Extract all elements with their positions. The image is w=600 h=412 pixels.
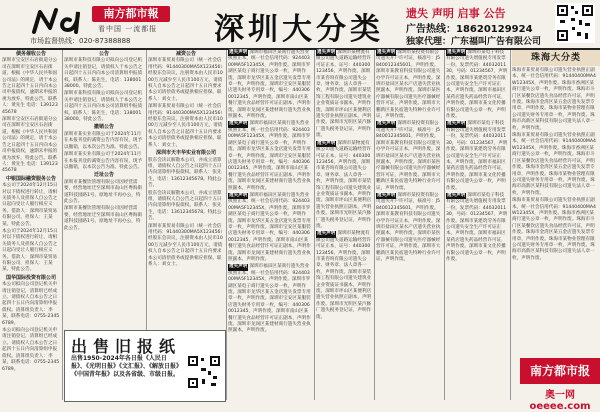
- notice-body: 深圳市某贸易有限公司（统一社会信用代码：91440300MA5X123456）经股东会决议，注册资本由人民币1000万元减少至人民币100万元，请债权人自本公告之日起四十五日内要求本公司清偿债务或提供相应担保。联系人：刘女士。: [148, 104, 223, 148]
- notice-text: 深圳市某电子科技有限公司遗失增值税专用发票一份，发票代码：4403201130，号码：01234567，声明作废。深圳市某建筑劳务有限公司遗失安全生产许可证正本，声明作废。深圳市福田区某药店遗失药品经营许可证，声明作废。深圳市某文化传播有限公司遗失公章一枚，声明作废。: [446, 50, 508, 120]
- notice-body: 深圳市某实业有限公司于2024年11月在本报刊登的减资公告内容有误，现予以撤销，以本次公告为准。特此公告。: [64, 131, 143, 150]
- notice-body: 深圳市某贸易有限公司（统一社会信用代码：91440300MA5X123456）经股东会决议，注册资本由人民币1000万元减少至人民币100万元，请债权人自本公告之日起四十五日内要求本公司清偿债务或提供相应担保。联系人：刘女士。: [148, 223, 223, 267]
- notice-tag: 遗失声明: [229, 264, 248, 270]
- column-divider: [510, 50, 511, 400]
- column-7: [446, 50, 508, 400]
- page-title: 深圳大分类: [214, 12, 384, 47]
- notice-body: [228, 121, 312, 191]
- brand-slogan: 看中国 一流都报: [98, 25, 158, 33]
- notice-title: 撤销公告: [93, 124, 114, 131]
- notice-tag: 遗失声明: [447, 50, 466, 55]
- notice-tag: 遗失声明: [317, 231, 336, 237]
- column-divider: [314, 50, 315, 400]
- notice-text: 深圳市某电子科技有限公司遗失增值税专用发票一份，发票代码：4403201130，号码：01234567，声明作废。深圳市某建筑劳务有限公司遗失安全生产许可证正本，声明作废。深圳市福田区某药店遗失药品经营许可证，声明作废。深圳市某文化传播有限公司遗失公章一枚，声明作废。: [446, 121, 508, 191]
- watermark-site: 奥一网 oeeee.com: [529, 390, 591, 412]
- column-6: [376, 50, 442, 400]
- notice-body: [376, 193, 442, 263]
- notice-text: 深圳市福田区某商行遗失营业执照正本，统一社会信用代码：92440300MA5F12345X，声明作废。深圳市罗湖区某电子商行遗失公章一枚，声明作废。深圳市龙华区某五金店遗失发票专用章一枚，声明作废。深圳市宝安区某服装店遗失财务专用章一枚，编号：4403060012345，声明作废。深圳市南山区某餐厅遗失食品经营许可证正副本，声明作废。深圳市龙岗区某建材商行遗失营业执照副本，声明作废。: [228, 50, 311, 120]
- notice-tag: 遗失声明: [317, 50, 336, 55]
- notice-body: [316, 50, 372, 140]
- notice-title: 减资公告: [175, 51, 196, 57]
- notice-text: 深圳市福田区某商行遗失营业执照正本，统一社会信用代码：92440300MA5F12345X，声明作废。深圳市罗湖区某电子商行遗失公章一枚，声明作废。深圳市龙华区某五金店遗失发票专用章一枚，声明作废。深圳市宝安区某服装店遗失财务专用章一枚，编号：4403060012345，声明作废。深圳市南山区某餐厅遗失食品经营许可证正副本，声明作废。深圳市龙岗区某建材商行遗失营业执照副本，声明作废。: [228, 192, 311, 262]
- notice-body: [316, 231, 372, 321]
- notice-body: [228, 193, 312, 263]
- notice-body: 股东会决议解散本公司，并成立清算组，请债权人自公告之日起四十五日内向清算组申报债权。联系人：张先生，电话：13612345678。特此公告。: [148, 157, 222, 189]
- watermark: [520, 358, 600, 412]
- notice-text: 深圳市某物流有限公司遗失道路运输经营许可证正本，证号：440300123456，声明作废。深圳市某咨询有限公司遗失公章、财务章、法人章各一枚，声明作废。深圳市某装饰工程有限公司遗失建筑业企业资质证书副本，声明作废。深圳市坪山区某便利店遗失营业执照正副本，声明作废。深圳市光明区某汽修厂遗失税务登记证，声明作废。: [316, 231, 372, 320]
- notice-body: 深圳市宝安区石岩街道分公司在深圳市宝安区石岩街道，根据《中华人民共和国公司法》的规定，请于本公告之日起四十五日内向本公司申报债权，逾期未申报的视为放弃。特此公告。联系人：黄先生 电话：13912345678: [2, 117, 58, 174]
- notice-body: 本公司拟向公司登记机关申请注销登记，清算组已经成立。请债权人自本公告之日起四十五日内向清算组申报债权。清算组负责人：李某，联系电话：0755-23456789。: [2, 328, 60, 372]
- category-list: 遗失 声明 启事 公告: [406, 7, 506, 20]
- notice-text: 深圳市福田区某商行遗失营业执照正本，统一社会信用代码：92440300MA5F12345X，声明作废。深圳市罗湖区某电子商行遗失公章一枚，声明作废。深圳市龙华区某五金店遗失发票专用章一枚，声明作废。深圳市宝安区某服装店遗失财务专用章一枚，编号：4403060012345，声明作废。深圳市南山区某餐厅遗失食品经营许可证正副本，声明作废。深圳市龙岗区某建材商行遗失营业执照副本，声明作废。: [228, 121, 311, 191]
- column-1: [2, 50, 60, 400]
- notice-body: 深圳市某餐饮管理有限公司因经营需要，经营地址迁至深圳市南山区粤海街道科技园路1号。原地址不再办公，特此公告。: [64, 179, 143, 204]
- notice-text: 深圳市某物流有限公司遗失道路运输经营许可证正本，证号：440300123456，声明作废。深圳市某咨询有限公司遗失公章、财务章、法人章各一枚，声明作废。深圳市某装饰工程有限公司遗失建筑业企业资质证书副本，声明作废。深圳市坪山区某便利店遗失营业执照正副本，声明作废。深圳市光明区某汽修厂遗失税务登记证，声明作废。: [316, 140, 372, 229]
- notice-title: 深圳市天丰华实业有限公司: [155, 150, 216, 157]
- column-5: [316, 50, 372, 400]
- notice-body: [376, 121, 442, 191]
- notice-tag: 遗失声明: [447, 192, 466, 198]
- notice-body: 股东会决议解散本公司，并成立清算组，请债权人自公告之日起四十五日内向清算组申报债权。联系人：张先生，电话：13612345678。特此公告。: [148, 190, 222, 222]
- used-newspaper-ad: [64, 330, 226, 402]
- notice-text: 深圳市某电子科技有限公司遗失增值税专用发票一份，发票代码：4403201130，号码：01234567，声明作废。深圳市某建筑劳务有限公司遗失安全生产许可证正本，声明作废。深圳市福田区某药店遗失药品经营许可证，声明作废。深圳市某文化传播有限公司遗失公章一枚，声明作废。: [446, 192, 508, 262]
- notice-body: 珠海市某贸易有限公司遗失营业执照正副本，统一社会信用代码：91440400MA4W12345X，声明作废。珠海市香洲区某商行遗失公章一枚，声明作废。珠海市斗门区某餐饮店遗失食品经营许可证，声明作废。珠海市金湾区某五金店遗失发票专用章，声明作废。珠海市某物业管理有限公司遗失财务专用章一枚，声明作废。珠海市高新区某科技有限公司遗失法人章一枚，声明作废。: [512, 68, 596, 131]
- notice-tag: 遗失声明: [377, 121, 396, 127]
- notice-tag: 遗失声明: [229, 192, 248, 198]
- notice-body: [446, 193, 508, 263]
- notice-body: [228, 50, 312, 120]
- notice-tag: 遗失声明: [229, 121, 248, 127]
- notice-tag: 遗失声明: [377, 192, 396, 198]
- notice-tag: 遗失声明: [317, 140, 336, 146]
- notice-text: 深圳市福田区某商行遗失营业执照正本，统一社会信用代码：92440300MA5F12345X，声明作废。深圳市罗湖区某电子商行遗失公章一枚，声明作废。深圳市龙华区某五金店遗失发票专用章一枚，声明作废。深圳市宝安区某服装店遗失财务专用章一枚，编号：4403060012345，声明作废。深圳市南山区某餐厅遗失食品经营许可证正副本，声明作废。深圳市龙岗区某建材商行遗失营业执照副本，声明作废。: [228, 264, 311, 334]
- column-divider: [444, 50, 445, 400]
- brand-name: 南方都市報: [92, 6, 170, 22]
- column-divider: [146, 50, 147, 330]
- notice-body: 本公司于2024年12月15日对以下债权进行转让，请相关债务人及担保人自公告之日起向受让人履行相应义务。借款人：深圳市某贸易有限公司，担保人：王某某。特此公告。: [2, 183, 58, 227]
- notice-title: 国华国际投资有限公司: [5, 274, 56, 281]
- ad-hotline: 广告热线：18620129924: [406, 24, 533, 35]
- notice-body: 深圳市某贸易有限公司（统一社会信用代码：91440300MA5X123456）经股东会决议，注册资本由人民币1000万元减少至人民币100万元，请债权人自本公告之日起四十五日内要求本公司清偿债务或提供相应担保。联系人：刘女士。: [148, 58, 223, 102]
- notice-tag: 遗失声明: [447, 121, 466, 127]
- nandu-logo-icon: [30, 6, 92, 36]
- qr-code-icon[interactable]: [555, 3, 595, 43]
- column-2: [64, 50, 144, 328]
- notice-body: [316, 141, 372, 231]
- ad-agent: 独家代理：广东福叫广告有限公司: [406, 37, 542, 47]
- column-8: [512, 68, 598, 358]
- qr-code-icon[interactable]: [187, 355, 221, 389]
- notice-title: 中银国际融资服务公告: [5, 175, 56, 182]
- notice-body: 深圳市某科技有限公司拟向公司登记机关申请注销登记，请债权人于本公告之日起四十五日内向本公司清算组申报债权。联系人：陈先生，电话：13800138000。特此公告。: [64, 91, 143, 123]
- notice-text: 深圳市某投资有限公司遗失开户许可证，核准号：J5840012345601，声明作废。深圳市某教育科技有限公司遗失办学许可证正本，声明作废。深圳市盐田区某水产店遗失营业执照副本，声明作废。深圳市某医疗器械有限公司遗失医疗器械经营许可证，声明作废。深圳市大鹏新区某民宿遗失特种行业许可证，声明作废。: [376, 50, 441, 120]
- notice-body: [228, 264, 312, 334]
- column-divider: [374, 50, 375, 400]
- notice-body: 深圳市某科技有限公司拟向公司登记机关申请注销登记，请债权人于本公告之日起四十五日内向本公司清算组申报债权。联系人：陈先生，电话：13800138000。特此公告。: [64, 58, 143, 90]
- notice-title: 债务催收公告: [15, 51, 46, 57]
- notice-body: 本公司拟向公司登记机关申请注销登记，清算组已经成立。请债权人自本公告之日起四十五日内向清算组申报债权。清算组负责人：李某，联系电话：0755-23456789。: [2, 282, 60, 326]
- column-divider: [62, 50, 63, 400]
- ad-text: 出售1950-2024年各日报《人民日报》、《光明日报》《文汇报》、《解放日报》《中国青年报》以及各省级、市级日报。: [71, 355, 180, 378]
- notice-body: 深圳市某餐饮管理有限公司因经营需要，经营地址迁至深圳市南山区粤海街道科技园路1号。原地址不再办公，特此公告。: [64, 206, 143, 231]
- column-divider: [226, 50, 227, 400]
- supervision-hotline: 市场监督热线：020-87388888: [30, 37, 131, 45]
- column-4: [228, 50, 312, 400]
- notice-body: [376, 50, 442, 120]
- notice-tag: 遗失声明: [377, 50, 396, 55]
- notice-tag: 遗失声明: [229, 50, 248, 55]
- notice-body: 深圳市宝安区石岩街道分公司在深圳市宝安区石岩街道，根据《中华人民共和国公司法》的规定，请于本公告之日起四十五日内向本公司申报债权，逾期未申报的视为放弃。特此公告。联系人：黄先生 电话：13912345678: [2, 58, 58, 115]
- notice-body: [446, 121, 508, 191]
- notice-text: 深圳市某投资有限公司遗失开户许可证，核准号：J5840012345601，声明作废。深圳市某教育科技有限公司遗失办学许可证正本，声明作废。深圳市盐田区某水产店遗失营业执照副本，声明作废。深圳市某医疗器械有限公司遗失医疗器械经营许可证，声明作废。深圳市大鹏新区某民宿遗失特种行业许可证，声明作废。: [376, 121, 441, 191]
- notice-body: 珠海市某贸易有限公司遗失营业执照正副本，统一社会信用代码：91440400MA4W12345X，声明作废。珠海市香洲区某商行遗失公章一枚，声明作废。珠海市斗门区某餐饮店遗失食品经营许可证，声明作废。珠海市金湾区某五金店遗失发票专用章，声明作废。珠海市某物业管理有限公司遗失财务专用章一枚，声明作废。珠海市高新区某科技有限公司遗失法人章一枚，声明作废。: [512, 198, 596, 261]
- ad-title: 出售旧报纸: [71, 337, 182, 356]
- notice-text: 深圳市某投资有限公司遗失开户许可证，核准号：J5840012345601，声明作废。深圳市某教育科技有限公司遗失办学许可证正本，声明作废。深圳市盐田区某水产店遗失营业执照副本，声明作废。深圳市某医疗器械有限公司遗失医疗器械经营许可证，声明作废。深圳市大鹏新区某民宿遗失特种行业许可证，声明作废。: [376, 192, 441, 262]
- notice-title: 公告: [98, 51, 109, 57]
- watermark-brand: 南方都市报: [520, 358, 600, 384]
- zhuhai-section-title: 珠海大分类: [512, 50, 600, 66]
- masthead: [0, 0, 600, 50]
- column-3: [148, 50, 224, 328]
- notice-body: 珠海市某贸易有限公司遗失营业执照正副本，统一社会信用代码：91440400MA4W12345X，声明作废。珠海市香洲区某商行遗失公章一枚，声明作废。珠海市斗门区某餐饮店遗失食品经营许可证，声明作废。珠海市金湾区某五金店遗失发票专用章，声明作废。珠海市某物业管理有限公司遗失财务专用章一枚，声明作废。珠海市高新区某科技有限公司遗失法人章一枚，声明作废。: [512, 133, 596, 196]
- notice-text: 深圳市某物流有限公司遗失道路运输经营许可证正本，证号：440300123456，声明作废。深圳市某咨询有限公司遗失公章、财务章、法人章各一枚，声明作废。深圳市某装饰工程有限公司遗失建筑业企业资质证书副本，声明作废。深圳市坪山区某便利店遗失营业执照正副本，声明作废。深圳市光明区某汽修厂遗失税务登记证，声明作废。: [316, 50, 372, 139]
- notice-body: 本公司于2024年12月15日对以下债权进行转让，请相关债务人及担保人自公告之日起向受让人履行相应义务。借款人：深圳市某贸易有限公司，担保人：王某某。特此公告。: [2, 228, 58, 273]
- notice-body: [446, 50, 508, 120]
- notice-title: 迁址公告: [93, 172, 114, 179]
- notice-body: 深圳市某实业有限公司于2024年11月在本报刊登的减资公告内容有误，现予以撤销，以本次公告为准。特此公告。: [64, 152, 143, 170]
